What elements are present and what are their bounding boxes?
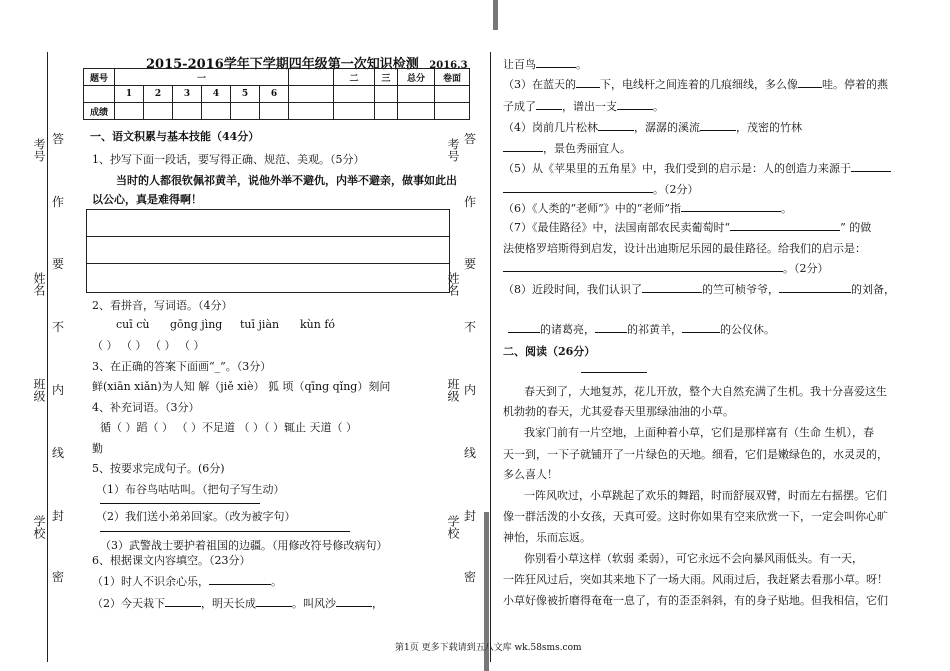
blank[interactable] — [779, 282, 851, 293]
pinyin: cuī cù — [116, 318, 150, 331]
side-label-school: 学校 — [446, 515, 460, 539]
r3-text-e: ，谱出一支 — [562, 100, 617, 113]
score-cell[interactable] — [375, 103, 398, 120]
q5-item-2: （2）我们送小弟弟回家。（改为被字句） — [96, 510, 296, 523]
score-subnum: 4 — [202, 86, 231, 103]
passage-line: 你别看小草这样（软弱 柔弱），可它永远不会向暴风雨低头。有一天， — [524, 552, 863, 565]
q6-2-text-a: （2）今天栽下 — [92, 597, 165, 610]
q5-prompt: 5、按要求完成句子。(6分) — [92, 462, 225, 475]
q5-answer-line[interactable] — [100, 502, 260, 504]
seal-char: 封 — [52, 509, 65, 523]
q2-answer-parens[interactable]: （ ） （ ） （ ） （ ） — [92, 339, 205, 352]
q6-2-text-d: ， — [372, 597, 383, 610]
r8-text-e: 的祁黄羊， — [627, 323, 682, 336]
blank[interactable] — [536, 57, 576, 68]
score-subnum: 1 — [115, 86, 144, 103]
r-line-8b — [508, 321, 775, 337]
q1-prompt: 1、抄写下面一段话，要写得正确、规范、美观。（5分） — [92, 153, 365, 166]
passage-line: 天一到，一下子就铺开了一片绿色的天地。细看，它们是嫩绿色的，水灵灵的， — [503, 448, 888, 461]
side-label-name: 姓名 — [446, 272, 460, 296]
blank[interactable] — [700, 120, 736, 131]
seal-char: 密 — [464, 570, 477, 584]
passage-line: 多么喜人！ — [503, 468, 558, 481]
r3-text-d: 子成了 — [503, 100, 536, 113]
r4-text-d: ，景色秀丽宜人。 — [543, 142, 631, 155]
passage-line: 小草好像被折磨得奄奄一息了，有的歪歪斜斜，有的身子贴地。但我相信，它们 — [503, 594, 888, 607]
side-label-class: 班级 — [32, 378, 46, 402]
score-cell[interactable] — [115, 103, 144, 120]
seal-char: 要 — [464, 257, 477, 271]
score-header-cell — [289, 69, 334, 86]
left-binding-line — [47, 52, 48, 662]
score-subnum: 5 — [231, 86, 260, 103]
score-cell[interactable] — [435, 103, 470, 120]
passage-line: 一阵狂风过后，突如其来地下了一场大雨。风雨过后，我赶紧去看那小草。呀！ — [503, 573, 888, 586]
score-subnum: 3 — [173, 86, 202, 103]
blank[interactable] — [851, 161, 891, 172]
blank[interactable] — [642, 282, 702, 293]
title-date: 2016.3 — [429, 60, 468, 71]
q5-item-1: （1）布谷鸟咕咕叫。（把句子写生动） — [96, 483, 285, 496]
seal-char: 作 — [52, 195, 65, 209]
seal-char: 线 — [52, 446, 65, 460]
score-cell[interactable] — [144, 103, 173, 120]
passage-line: 神怡，乐而忘返。 — [503, 531, 591, 544]
score-cell[interactable] — [173, 103, 202, 120]
score-subnum: 2 — [144, 86, 173, 103]
side-label-name: 姓名 — [32, 272, 46, 296]
score-header-cell: 一 — [115, 69, 289, 86]
q1-copy-text: 以公心，真是难得啊！ — [92, 193, 202, 206]
r8-text-c: 的刘备， — [851, 283, 895, 296]
seal-char: 作 — [464, 195, 477, 209]
blank[interactable] — [209, 574, 271, 585]
blank[interactable] — [598, 120, 634, 131]
r3-text-f: 。 — [653, 100, 664, 113]
q1-writing-box[interactable] — [86, 209, 450, 293]
r3-text-a: （3）在蓝天的 — [503, 78, 576, 91]
r5-text-b: 。（2分） — [653, 183, 699, 196]
r-line-0 — [503, 56, 587, 72]
r-line-8a — [503, 281, 895, 297]
r-line-5b — [503, 181, 699, 197]
r-line-3a — [503, 76, 888, 92]
blank[interactable] — [730, 220, 840, 231]
seal-char: 内 — [52, 383, 65, 397]
passage-line: 一阵风吹过，小草跳起了欢乐的舞蹈，时而舒展双臂，时而左右摇摆。它们 — [524, 489, 887, 502]
blank[interactable] — [503, 261, 783, 272]
score-cell — [398, 86, 435, 103]
gray-bar-right — [493, 0, 498, 30]
seal-char: 不 — [52, 320, 65, 334]
seal-char: 不 — [464, 320, 477, 334]
score-row-label: 成绩 — [84, 103, 115, 120]
score-cell[interactable] — [231, 103, 260, 120]
q5-answer-line[interactable] — [100, 530, 350, 532]
page-footer: 第1页 更多下载请到五八文库 wk.58sms.com — [395, 643, 582, 653]
r3-text-c: 哇。停着的燕 — [822, 78, 888, 91]
q6-1-end: 。 — [271, 575, 282, 588]
blank[interactable] — [536, 99, 562, 110]
r8-text-a: （8）近段时间，我们认识了 — [503, 283, 642, 296]
r6-text-a: （6）《人类的“老师”》中的“老师”指 — [503, 202, 681, 215]
blank[interactable] — [681, 201, 781, 212]
blank[interactable] — [503, 141, 543, 152]
q3-prompt: 3、在正确的答案下面画“_”。（3分） — [92, 360, 272, 373]
r8-text-d: 的诸葛亮， — [540, 323, 595, 336]
r6-text-b: 。 — [781, 202, 792, 215]
q6-prompt: 6、根据课文内容填空。（23分） — [92, 554, 251, 567]
score-cell[interactable] — [202, 103, 231, 120]
r-line-4b — [503, 140, 631, 156]
blank[interactable] — [576, 77, 600, 88]
q5-item-3: （3）武警战士要护着祖国的边疆。（用修改符号修改病句） — [100, 539, 388, 552]
r8-text-f: 的公仪休。 — [720, 323, 775, 336]
blank[interactable] — [595, 322, 627, 333]
r8-text-b: 的竺可桢爷爷， — [702, 283, 779, 296]
score-subnum: 6 — [260, 86, 289, 103]
seal-char: 内 — [464, 383, 477, 397]
r-line-3b — [503, 98, 664, 114]
r0-text-a: 让百鸟 — [503, 58, 536, 71]
r-line-6 — [503, 200, 792, 216]
r-line-4a — [503, 119, 802, 135]
q6-2-text-b: ，明天长成 — [201, 597, 256, 610]
q6-item-1 — [92, 573, 282, 589]
r5-text-a: （5）从《苹果里的五角星》中，我们受到的启示是：人的创造力来源于 — [503, 162, 851, 175]
q6-2-text-c: 。叫风沙 — [292, 597, 336, 610]
side-label-school: 学校 — [32, 515, 46, 539]
r-line-5a — [503, 160, 891, 176]
passage-line: 春天到了，大地复苏，花儿开放，整个大自然充满了生机。我十分喜爱这生 — [524, 385, 887, 398]
title-text: 2015-2016学年下学期四年级第一次知识检测 — [146, 57, 419, 72]
blank[interactable] — [798, 77, 822, 88]
score-cell[interactable] — [398, 103, 435, 120]
score-cell[interactable] — [260, 103, 289, 120]
r-line-7c — [503, 260, 829, 276]
q6-item-2 — [92, 595, 383, 611]
side-label-class: 班级 — [446, 378, 460, 402]
q3-text: 鲜(xiān xiǎn)为人知 解（jiě xiè） 狐 顷（qīng qǐng）刻问 — [92, 380, 391, 393]
blank[interactable] — [336, 596, 372, 607]
score-cell — [435, 86, 470, 103]
score-header-cell: 题号 — [84, 69, 115, 86]
passage-line: 我家门前有一片空地，上面种着小草，它们是那样富有（生命 生机），春 — [524, 426, 874, 439]
passage-line: 像一群活泼的小女孩，天真可爱。这时你如果有空来欣赏一下，一定会叫你心旷 — [503, 510, 888, 523]
blank[interactable] — [165, 596, 201, 607]
score-cell — [375, 86, 398, 103]
passage-line: 机勃勃的春天，尤其爱春天里那绿油油的小草。 — [503, 405, 734, 418]
pinyin: tuī jiàn — [240, 318, 280, 331]
blank[interactable] — [256, 596, 292, 607]
r7-text-a: （7）《最佳路径》中，法国南部农民卖葡萄时“ — [503, 221, 731, 234]
seal-char: 封 — [464, 509, 477, 523]
r0-text-b: 。 — [576, 58, 587, 71]
q4-tail: 勤 — [92, 442, 103, 455]
score-cell[interactable] — [289, 103, 334, 120]
r7-text-b: ” 的做 — [840, 221, 872, 234]
blank[interactable] — [617, 99, 653, 110]
r-line-7a — [503, 219, 871, 235]
score-header-cell: 卷面 — [435, 69, 470, 86]
score-cell — [289, 86, 334, 103]
score-header-cell: 二 — [334, 69, 375, 86]
score-cell — [84, 86, 115, 103]
blank[interactable] — [503, 182, 653, 193]
r3-text-b: 下，电线杆之间连着的几痕细线，多么像 — [600, 78, 798, 91]
section-2-heading: 二、阅读（26分） — [503, 345, 596, 358]
q6-1-text: （1）时人不识余心乐， — [92, 575, 209, 588]
q2-prompt: 2、看拼音，写词语。（4分） — [92, 299, 233, 312]
r4-text-c: ，茂密的竹林 — [736, 121, 802, 134]
r7-text-d: 。（2分） — [783, 262, 829, 275]
pinyin: kùn fó — [300, 318, 336, 331]
side-label-exam-no: 考号 — [446, 138, 460, 162]
q4-prompt: 4、补充词语。（3分） — [92, 401, 200, 414]
score-table — [83, 68, 470, 120]
middle-binding-line — [490, 52, 491, 662]
r-line-7b: 法使格罗培斯得到启发，设计出迪斯尼乐园的最佳路径。给我们的启示是： — [503, 242, 866, 255]
score-cell[interactable] — [334, 103, 375, 120]
pinyin: gōng jìng — [170, 318, 223, 331]
section-1-heading: 一、语文积累与基本技能（44分） — [90, 130, 260, 143]
title-answer-line[interactable] — [581, 371, 647, 373]
seal-char: 密 — [52, 570, 65, 584]
blank[interactable] — [508, 322, 540, 333]
r4-text-b: ，潺潺的溪流 — [634, 121, 700, 134]
seal-char: 线 — [464, 446, 477, 460]
r4-text-a: （4）岗前几片松林 — [503, 121, 598, 134]
q4-text: 循（ ）蹈（ ） （ ）不足道 （ ）（ ）辄止 天道（ ） — [100, 421, 357, 434]
score-header-cell: 三 — [375, 69, 398, 86]
score-cell — [334, 86, 375, 103]
seal-char: 答 — [464, 132, 477, 146]
seal-char: 要 — [52, 257, 65, 271]
score-header-cell: 总分 — [398, 69, 435, 86]
side-label-exam-no: 考号 — [32, 138, 46, 162]
blank[interactable] — [682, 322, 720, 333]
seal-char: 答 — [52, 132, 65, 146]
q1-copy-text: 当时的人都很钦佩祁黄羊，说他外举不避仇，内举不避亲，做事如此出 — [116, 174, 457, 187]
